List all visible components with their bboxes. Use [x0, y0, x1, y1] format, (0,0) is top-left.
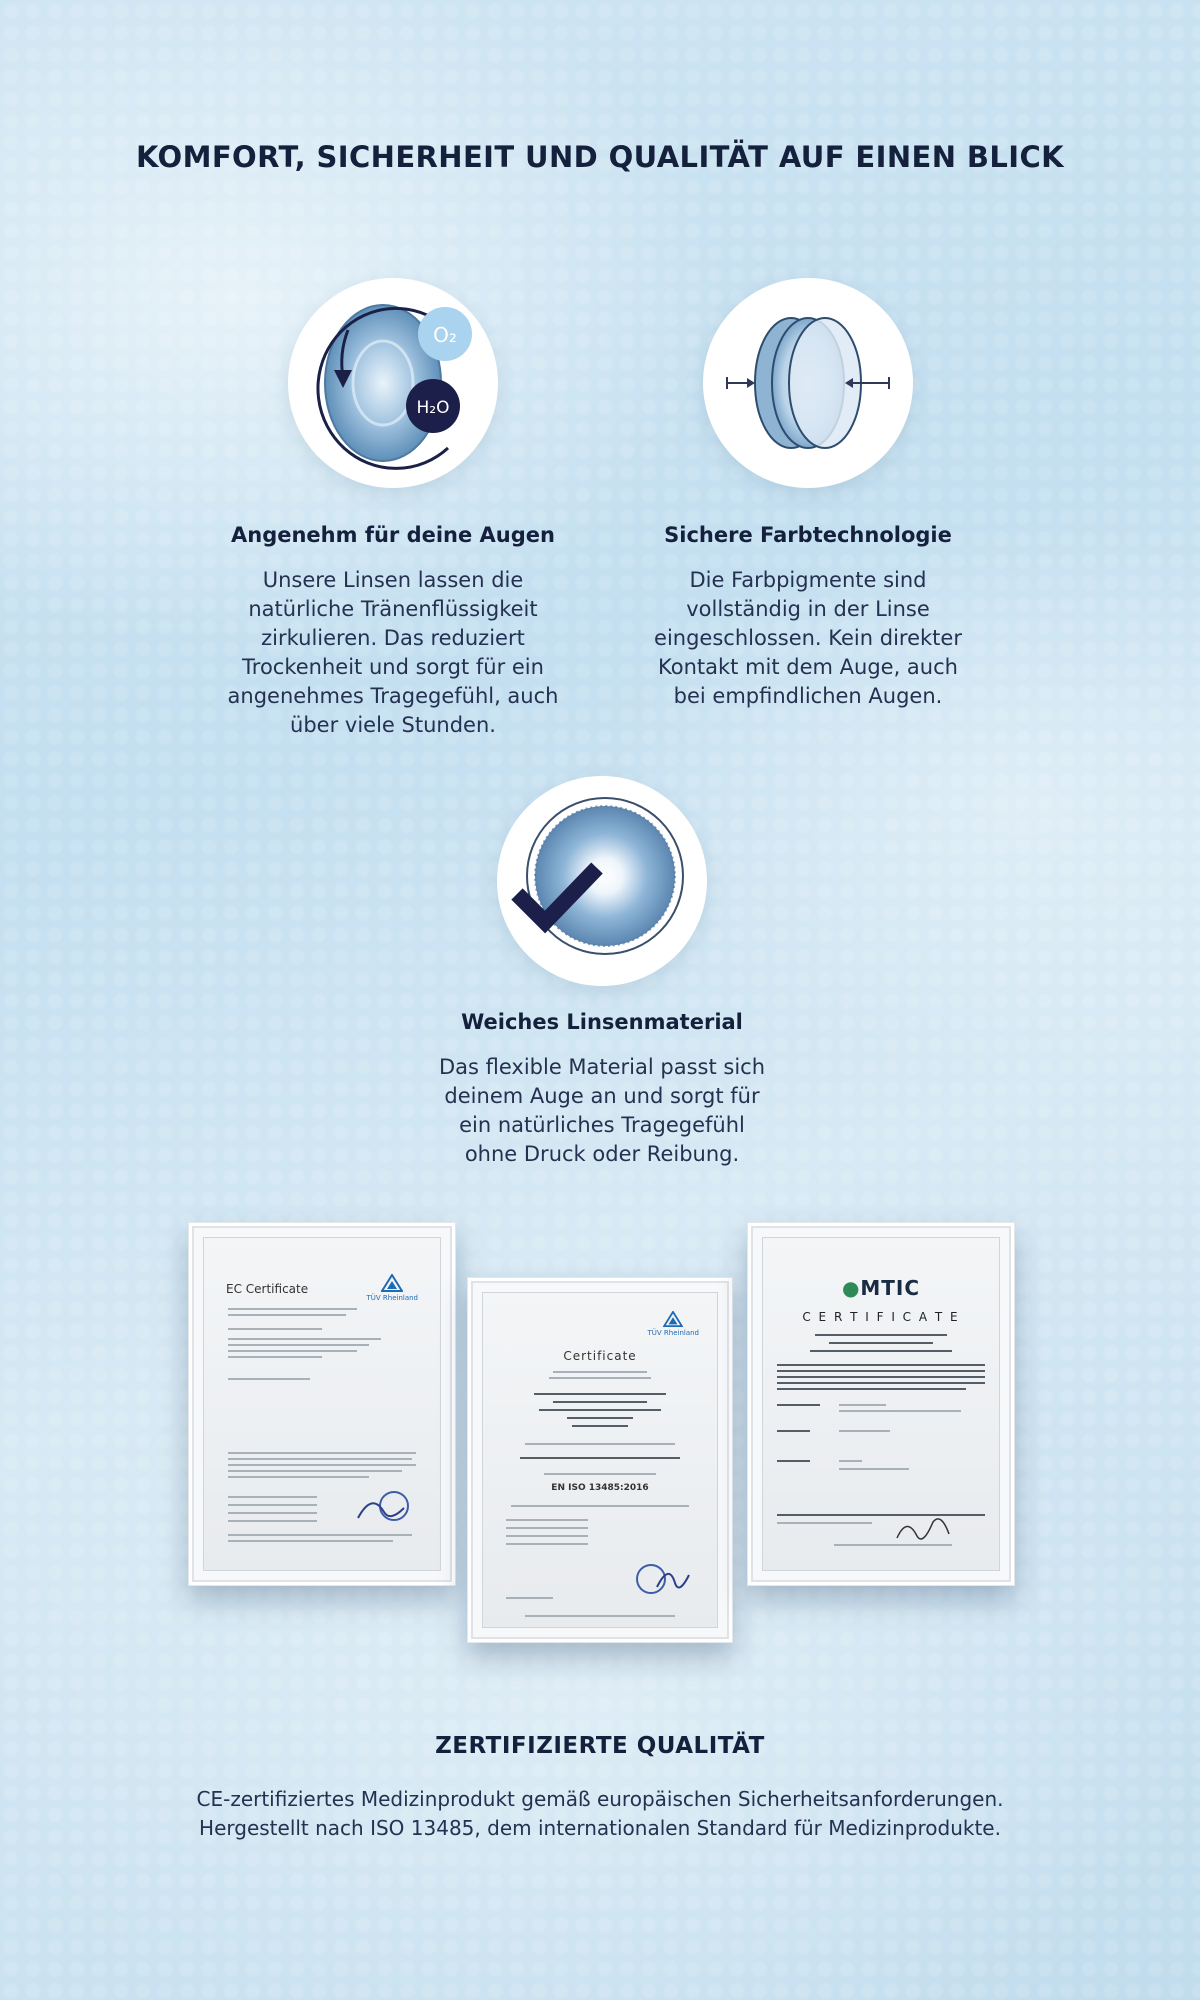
certification-text: CE-zertifiziertes Medizinprodukt gemäß europäischen Sicherheitsanforderungen. Hergestellt nach ISO 13485, dem internationalen Standard für Medizinprodukte.	[196, 1787, 1004, 1840]
certificate-document	[482, 1292, 718, 1628]
certificate-frame-ec	[188, 1222, 456, 1586]
o2-badge: O₂	[433, 323, 457, 347]
certificate-document	[762, 1237, 1000, 1571]
signature-icon	[893, 1510, 963, 1550]
feature-title: Sichere Farbtechnologie	[664, 523, 952, 547]
stamp-icon	[354, 1488, 414, 1528]
feature-description: Unsere Linsen lassen die natürliche Tränenflüssigkeit zirkulieren. Das reduziert Trockenheit und sorgt für ein angenehmes Tragegefühl, auch über viele Stunden.	[227, 568, 559, 737]
mtic-logo: ●MTIC	[841, 1276, 921, 1300]
stamp-icon	[633, 1561, 693, 1601]
certificate-heading: Certificate	[563, 1349, 637, 1363]
page-headline: KOMFORT, SICHERHEIT UND QUALITÄT AUF EINEN BLICK	[135, 140, 1065, 174]
lens-layers-icon	[703, 278, 913, 488]
certificate-heading: C E R T I F I C A T E	[802, 1310, 960, 1324]
tuv-logo: TÜV Rheinland	[647, 1311, 699, 1337]
tuv-logo: TÜV Rheinland	[366, 1274, 418, 1302]
feature-title: Weiches Linsenmaterial	[461, 1010, 743, 1034]
certification-title: ZERTIFIZIERTE QUALITÄT	[435, 1733, 765, 1759]
certificate-frame-iso	[467, 1277, 733, 1643]
certificate-standard: EN ISO 13485:2016	[551, 1483, 649, 1493]
feature-title: Angenehm für deine Augen	[231, 523, 555, 547]
h2o-badge: H₂O	[416, 398, 450, 418]
lens-check-icon	[497, 776, 707, 986]
certificate-document	[203, 1237, 441, 1571]
certificate-heading: EC Certificate	[226, 1282, 309, 1296]
feature-description: Das flexible Material passt sich deinem Auge an und sorgt für ein natürliches Tragegefühl ohne Druck oder Reibung.	[438, 1055, 766, 1166]
feature-description: Die Farbpigmente sind vollständig in der Linse eingeschlossen. Kein direkter Kontakt mit dem Auge, auch bei empfindlichen Augen.	[654, 568, 962, 708]
lens-hydration-icon	[288, 278, 498, 488]
certificate-frame-mtic	[747, 1222, 1015, 1586]
